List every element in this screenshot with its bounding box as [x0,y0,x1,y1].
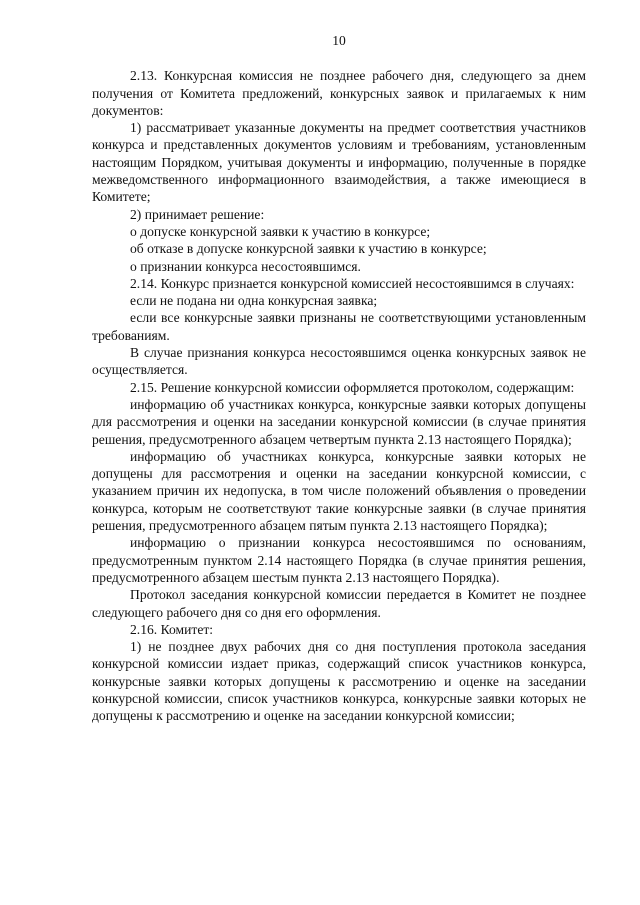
protocol-admitted-info: информацию об участниках конкурса, конкурсные заявки которых допущены для рассмотрения и оценки на заседании конкурсной комиссии (в случае принятия решения, предусмотренного абзацем четвертым пункта 2.13 настоящего Порядка); [92,396,586,447]
decision-refusal: об отказе в допуске конкурсной заявки к участию в конкурсе; [130,241,487,257]
page-number: 10 [332,33,346,48]
protocol-transfer-note: Протокол заседания конкурсной комиссии передается в Комитет не позднее следующего рабочего дня со дня его оформления. [92,587,586,620]
paragraph-2-13-item-1: 1) рассматривает указанные документы на предмет соответствия участников конкурса и представленных документов условиям и требованиям, установленным настоящим Порядком, учитывая документы и информацию, полученные в порядке межведомственного информационного взаимодействия, а также имеющиеся в Комитете; [92,120,586,205]
protocol-not-admitted-info: информацию об участниках конкурса, конкурсные заявки которых не допущены для рассмотрения и оценки на заседании конкурсной комиссии, с указанием причин их недопуска, в том числе положений объявления о проведении конкурса, которым не соответствуют такие конкурсные заявки (в случае принятия решения, предусмотренного абзацем пятым пункта 2.13 настоящего Порядка); [92,448,586,534]
decision-admission: о допуске конкурсной заявки к участию в конкурсе; [130,223,431,239]
paragraph-2-16-item-1: 1) не позднее двух рабочих дня со дня поступления протокола заседания конкурсной комиссии издает приказ, содержащий список участников конкурса, конкурсные заявки которых допущены к рассмотрению и оценке на заседании конкурсной комиссии, список участников конкурса, конкурсные заявки которых не допущены к рассмотрению и оценке на заседании конкурсной комиссии; [92,639,586,724]
paragraph-2-13: 2.13. Конкурсная комиссия не позднее рабочего дня, следующего за днем получения от Комитета предложений, конкурсных заявок и прилагаемых к ним документов: [92,68,586,118]
decision-failed-contest: о признании конкурса несостоявшимся. [130,258,361,274]
protocol-failed-contest-info: информацию о признании конкурса несостоявшимся по основаниям, предусмотренным пунктом 2.14 настоящего Порядка (в случае принятия решения, предусмотренного абзацем шестым пункта 2.13 настоящего Порядка). [92,535,586,585]
paragraph-2-13-item-2: 2) принимает решение: [130,206,265,222]
paragraph-2-14: 2.14. Конкурс признается конкурсной комиссией несостоявшимся в случаях: [130,275,575,291]
document-page [92,32,586,725]
paragraph-2-16: 2.16. Комитет: [130,621,214,637]
case-all-rejected: если все конкурсные заявки признаны не соответствующими установленным требованиям. [92,310,586,343]
case-no-applications: если не подана ни одна конкурсная заявка; [130,293,378,309]
no-evaluation-note: В случае признания конкурса несостоявшимся оценка конкурсных заявок не осуществляется. [92,345,586,378]
paragraph-2-15: 2.15. Решение конкурсной комиссии оформляется протоколом, содержащим: [130,379,575,395]
